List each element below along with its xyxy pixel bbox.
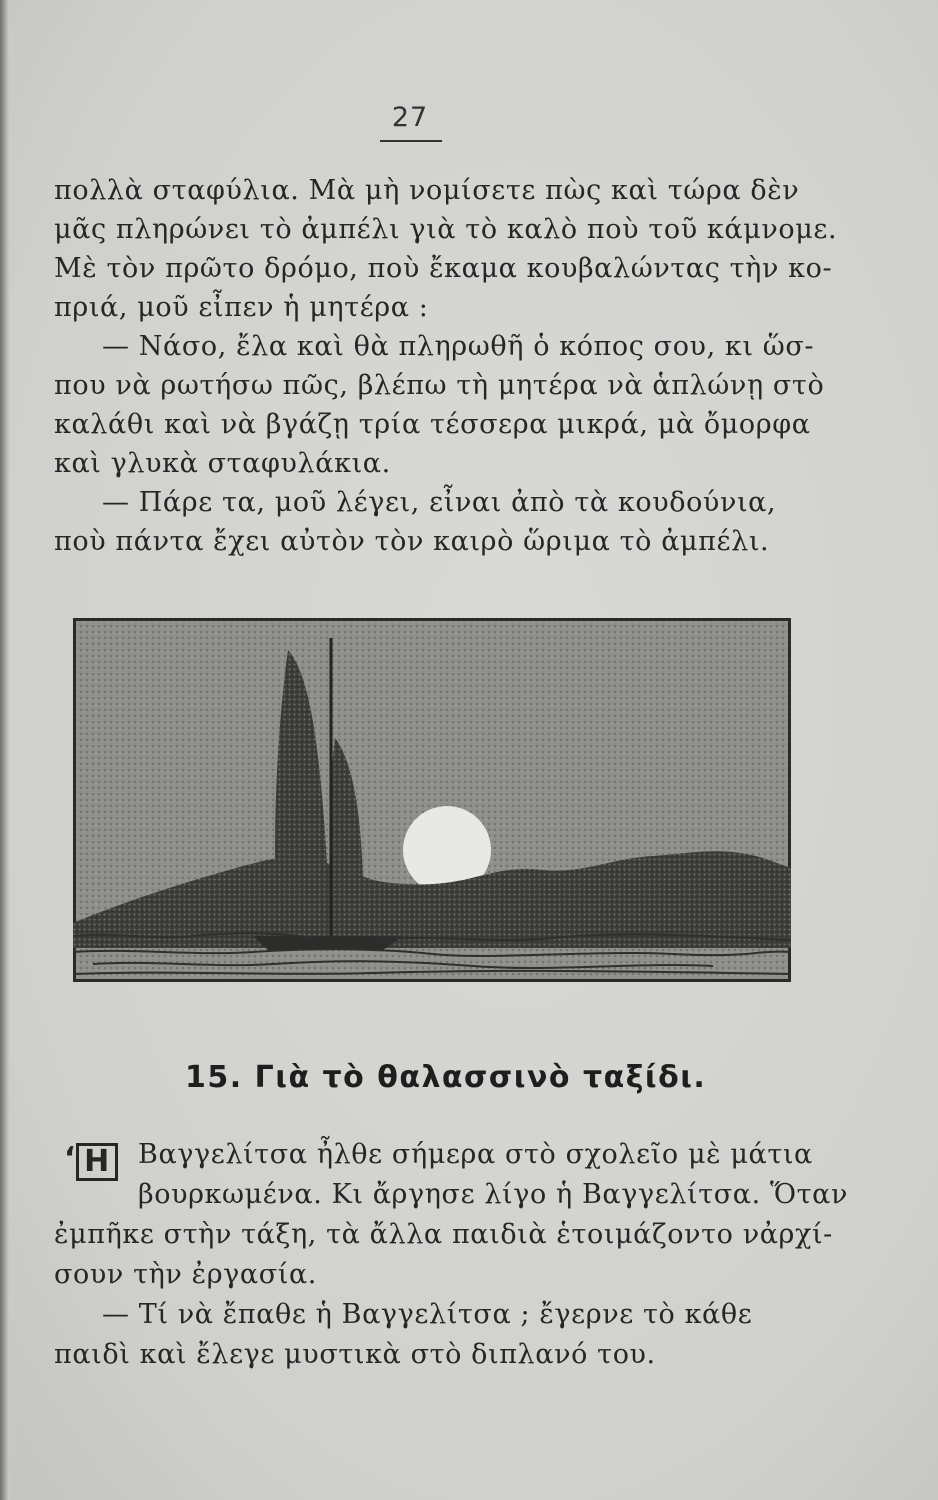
book-spine-shadow xyxy=(0,0,10,1500)
text-line: — Τί νὰ ἔπαθε ἡ Βαγγελίτσα ; ἔγερνε τὸ κάθε xyxy=(102,1299,753,1330)
section-heading xyxy=(185,1060,705,1095)
text-line: πολλὰ σταφύλια. Μὰ μὴ νομίσετε πὼς καὶ τώρα δὲν xyxy=(54,175,800,206)
drop-cap-breathing-mark: ‘ xyxy=(64,1141,76,1176)
text-line: σουν τὴν ἐργασία. xyxy=(54,1259,317,1290)
text-line: μᾶς πληρώνει τὸ ἀμπέλι γιὰ τὸ καλὸ ποὺ τοῦ κάμνομε. xyxy=(54,214,838,245)
top-text-block xyxy=(54,171,838,561)
text-line: καὶ γλυκὰ σταφυλάκια. xyxy=(54,448,391,479)
text-line: παιδὶ καὶ ἔλεγε μυστικὰ στὸ διπλανό του. xyxy=(54,1339,656,1370)
page-number: 27 xyxy=(391,102,429,133)
text-line: Βαγγελίτσα ἦλθε σήμερα στὸ σχολεῖο μὲ μάτια xyxy=(138,1139,813,1170)
text-line: καλάθι καὶ νὰ βγάζῃ τρία τέσσερα μικρά, μὰ ὄμορφα xyxy=(54,409,811,440)
text-line: ποὺ πάντα ἔχει αὐτὸν τὸν καιρὸ ὥριμα τὸ ἀμπέλι. xyxy=(54,526,770,557)
page-number-rule xyxy=(380,140,442,142)
bottom-text-block xyxy=(54,1135,848,1375)
text-line: — Νάσο, ἔλα καὶ θὰ πληρωθῆ ὁ κόπος σου, κι ὥσ- xyxy=(102,331,815,362)
boat-hull xyxy=(253,936,403,950)
section-title: Γιὰ τὸ θαλασσινὸ ταξίδι. xyxy=(254,1060,707,1095)
text-line: Μὲ τὸν πρῶτο δρόμο, ποὺ ἔκαμα κουβαλώντας τὴν κο- xyxy=(54,253,833,284)
section-number: 15. xyxy=(185,1060,243,1095)
drop-cap xyxy=(54,1139,136,1219)
text-line: ἐμπῆκε στὴν τάξη, τὰ ἄλλα παιδιὰ ἑτοιμάζοντο νἀρχί- xyxy=(54,1219,833,1250)
sailboat-sunset-illustration xyxy=(73,618,791,982)
text-line: που νὰ ρωτήσω πῶς, βλέπω τὴ μητέρα νὰ ἁπλώνῃ στὸ xyxy=(54,370,825,401)
text-line: πριά, μοῦ εἶπεν ἡ μητέρα : xyxy=(54,292,429,323)
drop-cap-letter: Η xyxy=(76,1143,118,1181)
text-line: βουρκωμένα. Κι ἄργησε λίγο ἡ Βαγγελίτσα. Ὅταν xyxy=(138,1179,848,1210)
text-line: — Πάρε τα, μοῦ λέγει, εἶναι ἀπὸ τὰ κουδούνια, xyxy=(102,487,777,518)
